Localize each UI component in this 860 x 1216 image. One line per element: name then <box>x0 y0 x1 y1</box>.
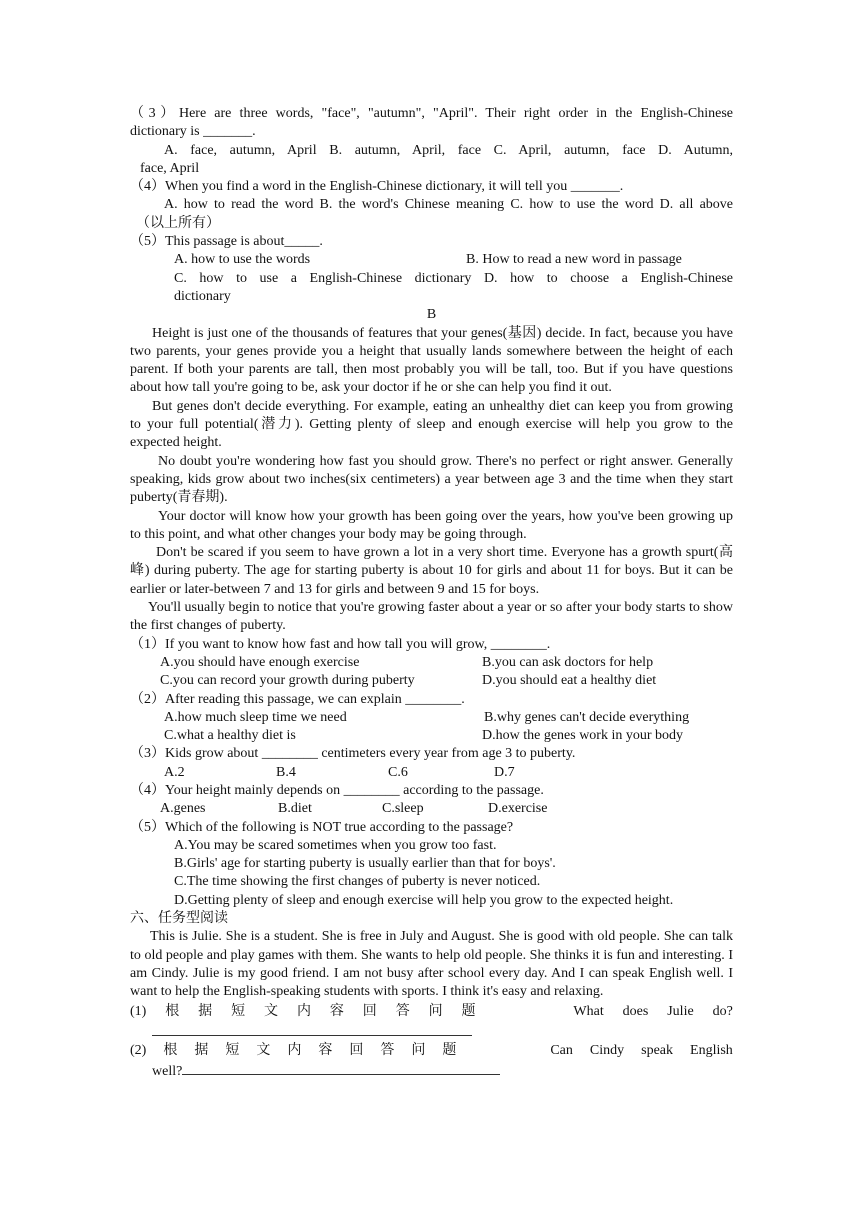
b-q4-options <box>130 800 733 818</box>
b-q2-option-b: B.why genes can't decide everything <box>484 709 690 725</box>
b-q4-option-c: C.sleep <box>382 801 424 817</box>
b-q5-option-b: B.Girls' age for starting puberty is usually earlier than that for boys'. <box>174 856 556 872</box>
six-q2-cn-4: 内 <box>287 1042 302 1058</box>
b-q3-stem: （3）Kids grow about ________ centimeters every year from age 3 to puberty. <box>130 746 576 762</box>
a-q5-option-a: A. how to use the words <box>174 252 311 268</box>
b-q1-option-c: C.you can record your growth during puberty <box>160 673 415 689</box>
a-q5-option-b: B. How to read a new word in passage <box>466 252 682 268</box>
b-q4-stem: （4）Your height mainly depends on ________ according to the passage. <box>130 782 544 798</box>
b-q5-option-d: D.Getting plenty of sleep and enough exercise will help you grow to the expected height. <box>174 892 674 908</box>
b-q3-option-b: B.4 <box>276 764 296 780</box>
six-q1-answer-row <box>130 1021 733 1041</box>
six-q2-answer-line[interactable] <box>182 1060 500 1075</box>
six-q1-answer-line[interactable] <box>152 1021 472 1036</box>
b-q2-option-a: A.how much sleep time we need <box>164 709 347 725</box>
b-paragraph-2: But genes don't decide everything. For example, eating an unhealthy diet can keep you from growing to your full potential(潜力). Getting plenty of sleep and enough exercise will help you grow to the expected height. <box>130 398 733 451</box>
b-q2-options-cd <box>130 727 733 745</box>
b-q4-option-b: B.diet <box>278 801 312 817</box>
six-q1-cn-4: 内 <box>296 1003 311 1019</box>
six-passage: This is Julie. She is a student. She is free in July and August. She is good with old people. She can talk to old people and play games with them. She wants to help old people. She thinks it is fun and interesting. I am Cindy. Julie is my good friend. I am not busy after school every day. And I can speak English well. I want to help the English-speaking students with sports. I think it's easy and relaxing. <box>130 929 733 1000</box>
six-q1-cn-2: 短 <box>231 1003 246 1019</box>
six-q1-en-2: Julie <box>667 1003 694 1019</box>
a-q5-options-cd-cont: dictionary <box>174 288 231 304</box>
six-q1-number: (1) <box>130 1003 147 1019</box>
a-q5-stem: （5）This passage is about_____. <box>130 234 323 250</box>
b-paragraph-1: Height is just one of the thousands of features that your genes(基因) decide. In fact, because you have two parents, your genes provide you a height that usually lands somewhere between the height of each parent. If both your parents are tall, then most probably you will be tall, too. But if you have questions about how tall you're going to be, ask your doctor if he or she can help you find it out. <box>130 325 733 396</box>
a-q3-options: A. face, autumn, April B. autumn, April, face C. April, autumn, face D. Autumn, <box>164 142 733 158</box>
b-q4-option-d: D.exercise <box>488 801 548 817</box>
a-q4-options: A. how to read the word B. the word's Chinese meaning C. how to use the word D. all above <box>164 197 733 213</box>
a-q3-options-cont: face, April <box>140 160 200 176</box>
b-q2-options-ab <box>130 709 733 727</box>
section-six-heading: 六、任务型阅读 <box>130 911 228 927</box>
b-q3-option-d: D.7 <box>494 764 515 780</box>
b-q2-option-d: D.how the genes work in your body <box>482 728 684 744</box>
six-q2-cn-1: 据 <box>194 1042 209 1058</box>
six-q2-cn-8: 问 <box>411 1042 426 1058</box>
b-paragraph-6: You'll usually begin to notice that you're growing faster about a year or so after your body starts to show the first changes of puberty. <box>130 600 733 634</box>
six-q2-en-2: speak <box>641 1042 674 1058</box>
six-q2-en-3: English <box>690 1042 733 1058</box>
b-q3-option-c: C.6 <box>388 764 408 780</box>
six-q2-cn-3: 文 <box>256 1042 271 1058</box>
b-q5-option-c: C.The time showing the first changes of puberty is never noticed. <box>174 874 541 890</box>
six-q2-cn-9: 题 <box>442 1042 457 1058</box>
b-paragraph-3: No doubt you're wondering how fast you should grow. There's no perfect or right answer. Generally speaking, kids grow about two inches(six centimeters) a year between age 3 and the time when they start puberty(青春期). <box>130 453 733 506</box>
b-q3-options <box>130 764 733 782</box>
six-q1-en-0: What <box>573 1003 604 1019</box>
six-q2-en-0: Can <box>550 1042 573 1058</box>
b-q1-option-b: B.you can ask doctors for help <box>482 654 654 670</box>
six-q2-cont: well? <box>152 1064 183 1080</box>
six-q1-row <box>130 1003 733 1021</box>
six-q1-cn-6: 回 <box>362 1003 377 1019</box>
six-q2-en-1: Cindy <box>589 1042 625 1058</box>
six-q2-cn-7: 答 <box>380 1042 395 1058</box>
b-q3-option-a: A.2 <box>164 764 185 780</box>
a-q4-stem: （4）When you find a word in the English-Chinese dictionary, it will tell you _______. <box>130 179 624 195</box>
section-b-heading: B <box>426 307 437 323</box>
a-q3-stem: （3）Here are three words, "face", "autumn", "April". Their right order in the English-Chinese <box>130 106 733 121</box>
six-q2-number: (2) <box>130 1042 147 1058</box>
b-q5-option-a: A.You may be scared sometimes when you grow too fast. <box>174 837 497 853</box>
b-q1-options-cd <box>130 672 733 690</box>
six-q1-en-1: does <box>622 1003 649 1019</box>
six-q2-cn-6: 回 <box>349 1042 364 1058</box>
a-q3-stem-cont: dictionary is _______. <box>130 124 256 140</box>
six-q1-cn-9: 题 <box>461 1003 476 1019</box>
b-q4-option-a: A.genes <box>160 801 206 817</box>
b-paragraph-4: Your doctor will know how your growth has been going over the years, how you've been growing up to this point, and what other changes your body may be going through. <box>130 508 733 542</box>
b-q1-option-d: D.you should eat a healthy diet <box>482 673 657 689</box>
six-q1-cn-8: 问 <box>428 1003 443 1019</box>
six-q1-cn-3: 文 <box>264 1003 279 1019</box>
six-q2-cn-2: 短 <box>225 1042 240 1058</box>
six-q2-cn-5: 容 <box>318 1042 333 1058</box>
six-q2-cn-0: 根 <box>163 1042 178 1058</box>
six-q1-en-3: do? <box>712 1003 733 1019</box>
b-q2-stem: （2）After reading this passage, we can explain ________. <box>130 691 465 707</box>
a-q5-options-cd: C. how to use a English-Chinese dictionary D. how to choose a English-Chinese <box>174 270 733 286</box>
b-q5-stem: （5）Which of the following is NOT true according to the passage? <box>130 819 514 835</box>
six-q1-cn-0: 根 <box>165 1003 180 1019</box>
a-q5-options-ab <box>130 251 733 269</box>
b-q1-stem: （1）If you want to know how fast and how tall you will grow, ________. <box>130 636 551 652</box>
b-q2-option-c: C.what a healthy diet is <box>164 728 296 744</box>
six-q2-answer-row <box>130 1060 733 1081</box>
document-page <box>130 105 733 1081</box>
six-q1-cn-5: 容 <box>329 1003 344 1019</box>
b-q1-option-a: A.you should have enough exercise <box>160 654 360 670</box>
six-q2-row <box>130 1042 733 1060</box>
b-q1-options-ab <box>130 654 733 672</box>
six-q1-cn-1: 据 <box>198 1003 213 1019</box>
b-paragraph-5: Don't be scared if you seem to have grown a lot in a very short time. Everyone has a growth spurt(高峰) during puberty. The age for starting puberty is about 10 for girls and about 11 for boys. But it can be earlier or later-between 7 and 13 for girls and between 9 and 15 for boys. <box>130 545 733 597</box>
six-q1-cn-7: 答 <box>395 1003 410 1019</box>
a-q4-options-cont: （以上所有） <box>136 215 220 231</box>
